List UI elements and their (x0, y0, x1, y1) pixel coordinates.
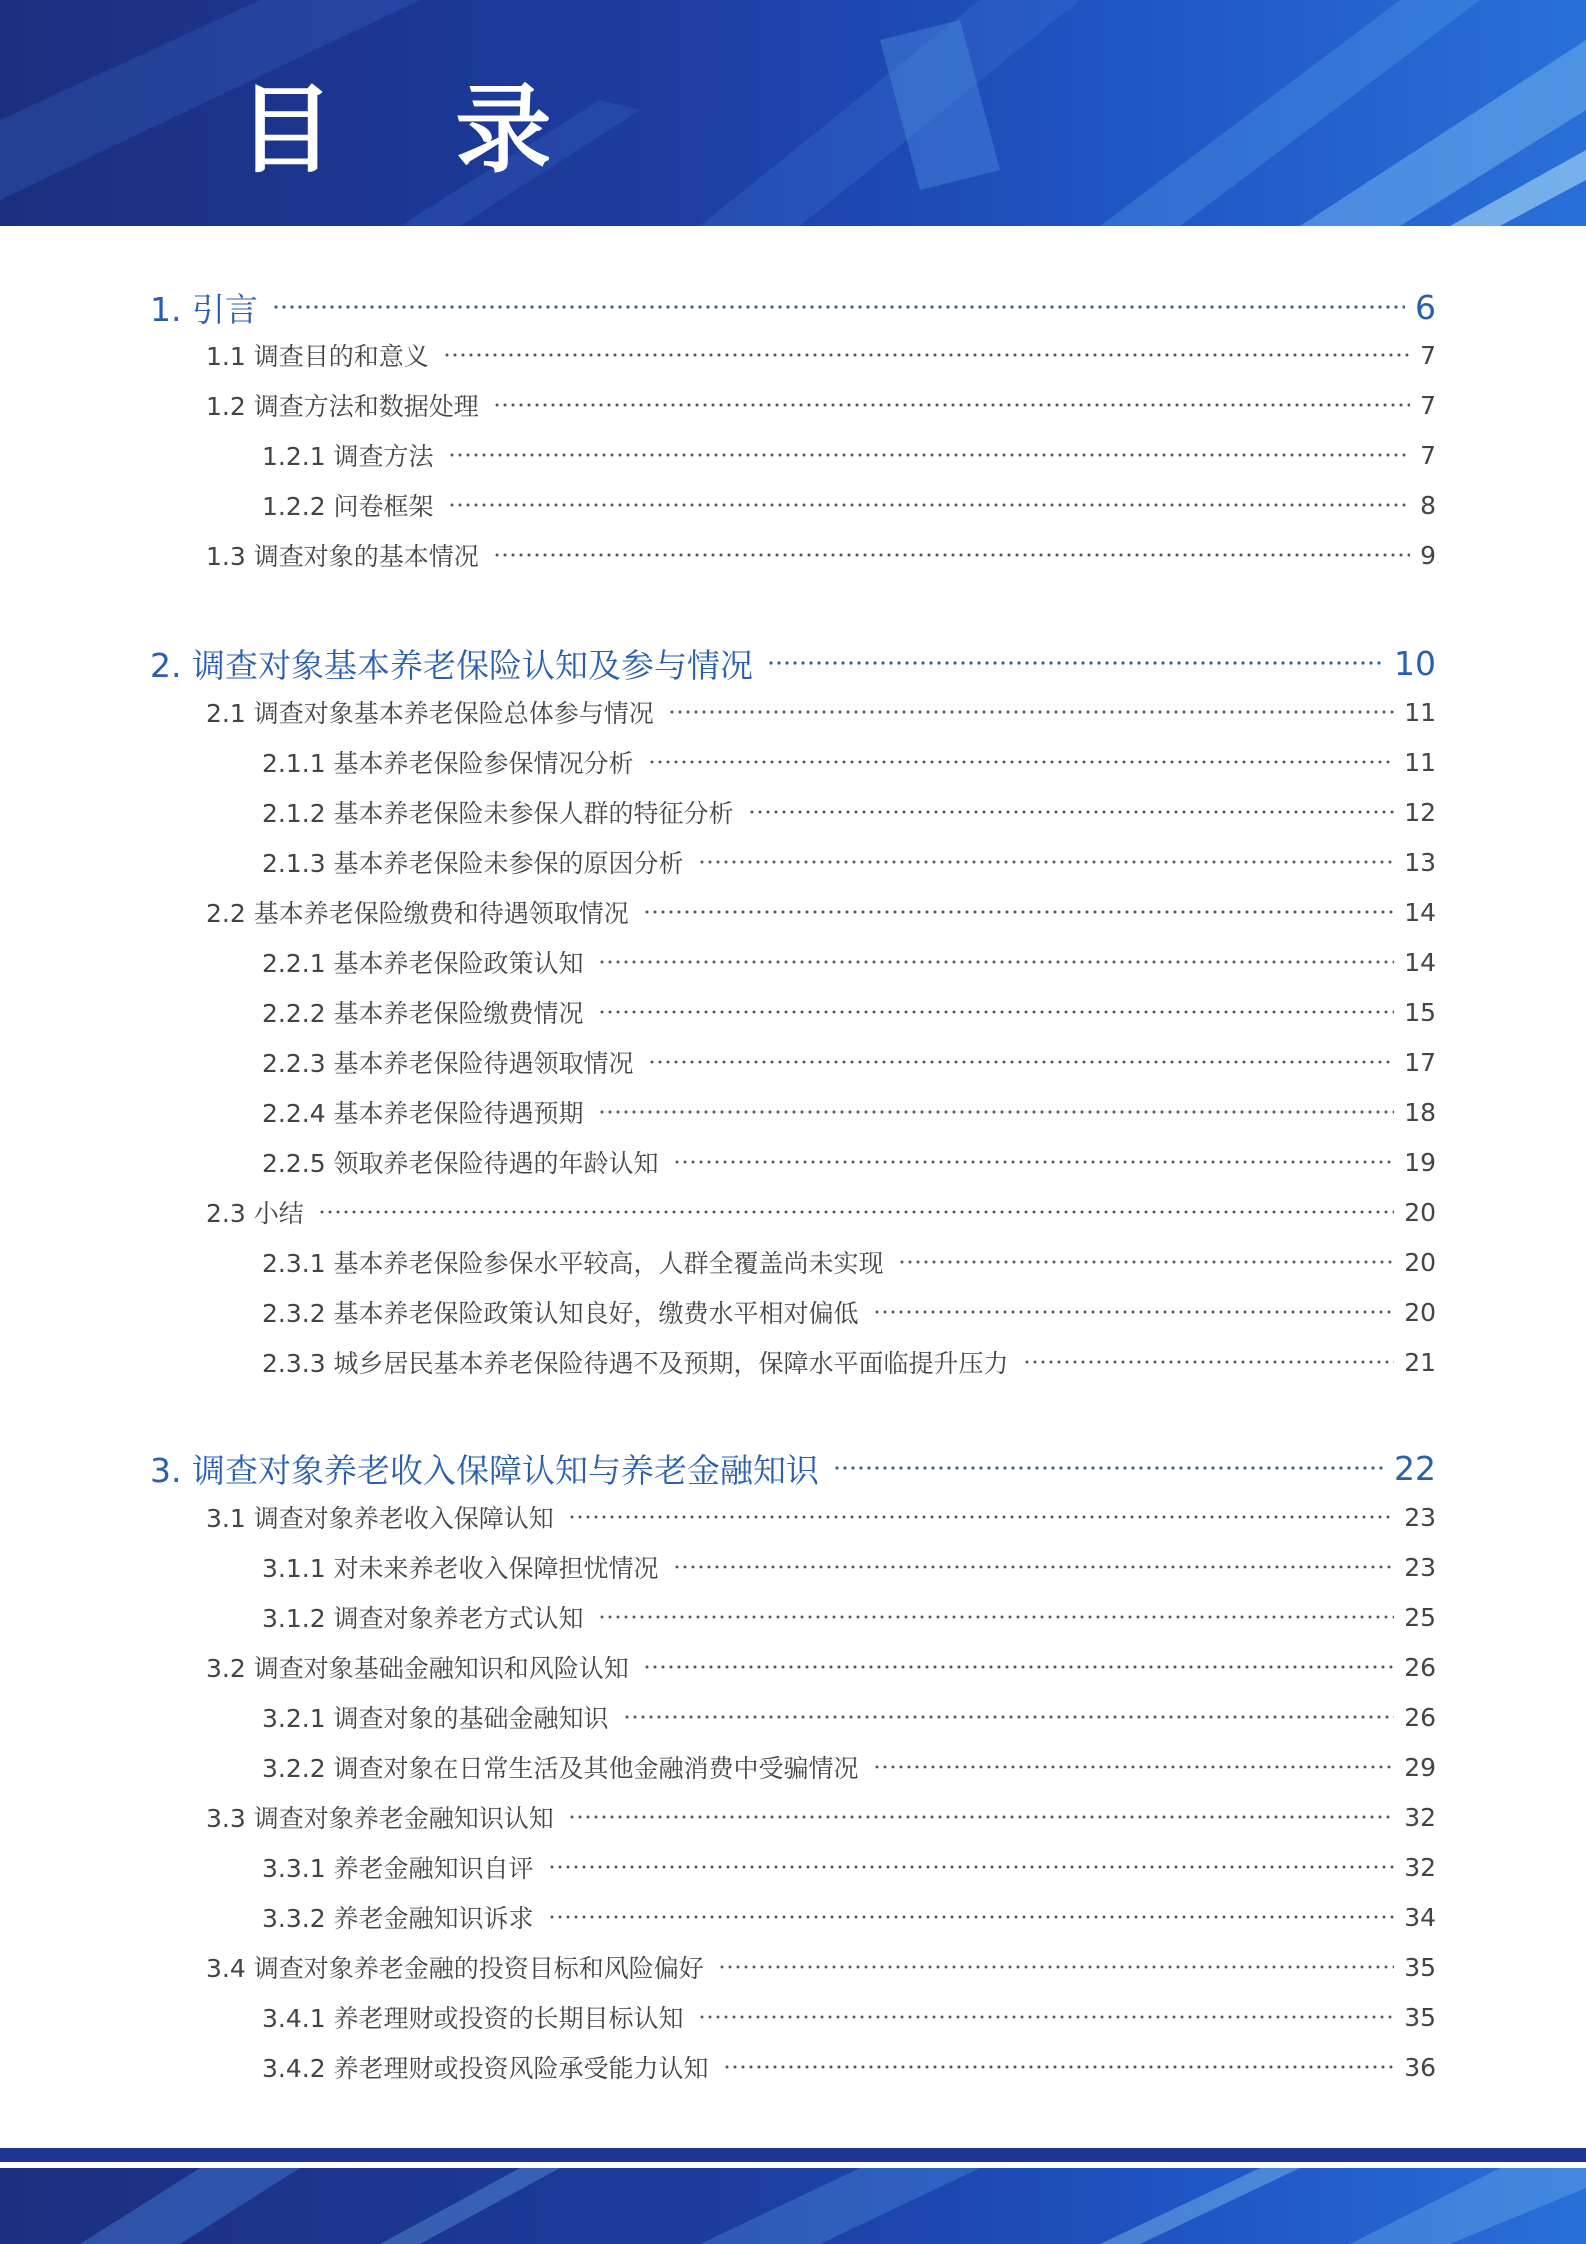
toc-subsection[interactable] (262, 485, 1436, 525)
toc-section[interactable] (206, 1797, 1436, 1837)
toc-section[interactable] (206, 1647, 1436, 1687)
toc-subsection[interactable] (262, 435, 1436, 475)
toc-leader-dots (673, 1160, 1395, 1164)
toc-page-number: 13 (1404, 847, 1436, 877)
toc-page-number: 10 (1394, 643, 1436, 683)
toc-entry-title: 3.4 调查对象养老金融的投资目标和风险偏好 (206, 1954, 704, 1983)
toc-subsection[interactable] (262, 1242, 1436, 1282)
toc-entry-title: 2.3.1 基本养老保险参保水平较高，人群全覆盖尚未实现 (262, 1249, 884, 1278)
toc-subsection[interactable] (262, 1697, 1436, 1737)
toc-leader-dots (272, 305, 1405, 309)
toc-entry-title: 3.1.1 对未来养老收入保障担忧情况 (262, 1554, 659, 1583)
toc-leader-dots (767, 661, 1384, 665)
toc-page-number: 7 (1420, 440, 1436, 470)
toc-entry-title: 1.2 调查方法和数据处理 (206, 392, 479, 421)
toc-section[interactable] (206, 1497, 1436, 1537)
toc-page-number: 26 (1404, 1702, 1436, 1732)
toc-entry-title: 3.1 调查对象养老收入保障认知 (206, 1504, 554, 1533)
toc-leader-dots (448, 503, 1411, 507)
toc-leader-dots (748, 810, 1395, 814)
toc-page-number: 7 (1420, 340, 1436, 370)
toc-leader-dots (318, 1210, 1394, 1214)
toc-entry-title: 3.1.2 调查对象养老方式认知 (262, 1604, 584, 1633)
toc-subsection[interactable] (262, 1042, 1436, 1082)
toc-entry-title: 2.2.2 基本养老保险缴费情况 (262, 999, 584, 1028)
toc-section[interactable] (206, 535, 1436, 575)
toc-page-number: 20 (1404, 1197, 1436, 1227)
toc-entry-title: 2.2 基本养老保险缴费和待遇领取情况 (206, 899, 629, 928)
toc-leader-dots (673, 1565, 1395, 1569)
toc-leader-dots (648, 760, 1395, 764)
toc-page-number: 17 (1404, 1047, 1436, 1077)
toc-page-number: 20 (1404, 1297, 1436, 1327)
toc-page-number: 23 (1404, 1552, 1436, 1582)
toc-section[interactable] (206, 692, 1436, 732)
toc-chapter[interactable] (150, 1443, 1436, 1493)
toc-entry-title: 2.1.3 基本养老保险未参保的原因分析 (262, 849, 684, 878)
toc-leader-dots (873, 1310, 1395, 1314)
toc-entry-title: 2.2.1 基本养老保险政策认知 (262, 949, 584, 978)
toc-leader-dots (598, 1615, 1395, 1619)
toc-entry-title: 3.3.1 养老金融知识自评 (262, 1854, 534, 1883)
toc-entry-title: 3.3 调查对象养老金融知识认知 (206, 1804, 554, 1833)
toc-leader-dots (548, 1915, 1395, 1919)
toc-leader-dots (698, 860, 1395, 864)
toc-page-number: 26 (1404, 1652, 1436, 1682)
toc-page-number: 36 (1404, 2052, 1436, 2082)
toc-page-number: 35 (1404, 1952, 1436, 1982)
toc-page-number: 32 (1404, 1852, 1436, 1882)
toc-leader-dots (643, 910, 1394, 914)
toc-entry-title: 2.2.5 领取养老保险待遇的年龄认知 (262, 1149, 659, 1178)
toc-page-number: 22 (1394, 1448, 1436, 1488)
toc-page-number: 21 (1404, 1347, 1436, 1377)
toc-entry-title: 1.2.2 问卷框架 (262, 492, 434, 521)
toc-entry-title: 3.3.2 养老金融知识诉求 (262, 1904, 534, 1933)
toc-entry-title: 1.2.1 调查方法 (262, 442, 434, 471)
toc-page-number: 12 (1404, 797, 1436, 827)
toc-section[interactable] (206, 335, 1436, 375)
toc-entry-title: 2.1.1 基本养老保险参保情况分析 (262, 749, 634, 778)
toc-page-number: 32 (1404, 1802, 1436, 1832)
toc-entry-title: 3.4.1 养老理财或投资的长期目标认知 (262, 2004, 684, 2033)
toc-entry-title: 2.3.2 基本养老保险政策认知良好，缴费水平相对偏低 (262, 1299, 859, 1328)
toc-subsection[interactable] (262, 942, 1436, 982)
toc-section[interactable] (206, 385, 1436, 425)
toc-entry-title: 1.3 调查对象的基本情况 (206, 542, 479, 571)
toc-subsection[interactable] (262, 1142, 1436, 1182)
toc-leader-dots (448, 453, 1411, 457)
toc-section[interactable] (206, 892, 1436, 932)
toc-section[interactable] (206, 1192, 1436, 1232)
toc-subsection[interactable] (262, 1997, 1436, 2037)
toc-leader-dots (623, 1715, 1395, 1719)
toc-subsection[interactable] (262, 842, 1436, 882)
toc-page-number: 11 (1404, 747, 1436, 777)
toc-subsection[interactable] (262, 1897, 1436, 1937)
toc-leader-dots (598, 1010, 1395, 1014)
toc-subsection[interactable] (262, 992, 1436, 1032)
page-title: 目 录 (238, 74, 596, 186)
toc-entry-title: 3.2 调查对象基础金融知识和风险认知 (206, 1654, 629, 1683)
toc-section[interactable] (206, 1947, 1436, 1987)
toc-leader-dots (1023, 1360, 1395, 1364)
toc-leader-dots (493, 553, 1410, 557)
toc-subsection[interactable] (262, 1092, 1436, 1132)
header-banner (0, 0, 1586, 226)
toc-leader-dots (568, 1815, 1394, 1819)
toc-page-number: 15 (1404, 997, 1436, 1027)
toc-entry-title: 3.2.1 调查对象的基础金融知识 (262, 1704, 609, 1733)
toc-subsection[interactable] (262, 2047, 1436, 2087)
toc-page-number: 7 (1420, 390, 1436, 420)
toc-page-number: 19 (1404, 1147, 1436, 1177)
toc-entry-title: 1. 引言 (150, 289, 258, 329)
toc-leader-dots (873, 1765, 1395, 1769)
toc-page-number: 23 (1404, 1502, 1436, 1532)
toc-subsection[interactable] (262, 1292, 1436, 1332)
toc-page-number: 29 (1404, 1752, 1436, 1782)
toc-subsection[interactable] (262, 1847, 1436, 1887)
footer-banner (0, 2148, 1586, 2244)
toc-subsection[interactable] (262, 1747, 1436, 1787)
toc-entry-title: 2. 调查对象基本养老保险认知及参与情况 (150, 645, 753, 685)
toc-leader-dots (723, 2065, 1395, 2069)
footer-rule (0, 2148, 1586, 2162)
toc-leader-dots (718, 1965, 1394, 1969)
toc-entry-title: 3. 调查对象养老收入保障认知与养老金融知识 (150, 1450, 819, 1490)
toc-leader-dots (548, 1865, 1395, 1869)
toc-entry-title: 3.2.2 调查对象在日常生活及其他金融消费中受骗情况 (262, 1754, 859, 1783)
toc-entry-title: 3.4.2 养老理财或投资风险承受能力认知 (262, 2054, 709, 2083)
toc-leader-dots (493, 403, 1410, 407)
toc-entry-title: 2.1.2 基本养老保险未参保人群的特征分析 (262, 799, 734, 828)
toc-entry-title: 2.3.3 城乡居民基本养老保险待遇不及预期，保障水平面临提升压力 (262, 1349, 1009, 1378)
toc-subsection[interactable] (262, 742, 1436, 782)
toc-page-number: 18 (1404, 1097, 1436, 1127)
toc-subsection[interactable] (262, 1342, 1436, 1382)
toc-entry-title: 1.1 调查目的和意义 (206, 342, 429, 371)
toc-leader-dots (598, 960, 1395, 964)
toc-leader-dots (698, 2015, 1395, 2019)
toc-leader-dots (833, 1466, 1384, 1470)
toc-leader-dots (648, 1060, 1395, 1064)
toc-entry-title: 2.3 小结 (206, 1199, 304, 1228)
toc-chapter[interactable] (150, 282, 1436, 332)
toc-page-number: 14 (1404, 897, 1436, 927)
toc-subsection[interactable] (262, 1597, 1436, 1637)
toc-entry-title: 2.2.3 基本养老保险待遇领取情况 (262, 1049, 634, 1078)
toc-page-number: 9 (1420, 540, 1436, 570)
footer-decoration (0, 2168, 1586, 2244)
toc-page-number: 14 (1404, 947, 1436, 977)
toc-leader-dots (898, 1260, 1395, 1264)
toc-chapter[interactable] (150, 638, 1436, 688)
toc-entry-title: 2.2.4 基本养老保险待遇预期 (262, 1099, 584, 1128)
toc-page-number: 8 (1420, 490, 1436, 520)
toc-page-number: 6 (1415, 287, 1436, 327)
toc-leader-dots (568, 1515, 1394, 1519)
toc-page-number: 25 (1404, 1602, 1436, 1632)
toc-page-number: 11 (1404, 697, 1436, 727)
toc-page-number: 35 (1404, 2002, 1436, 2032)
toc-subsection[interactable] (262, 792, 1436, 832)
toc-leader-dots (598, 1110, 1395, 1114)
toc-entry-title: 2.1 调查对象基本养老保险总体参与情况 (206, 699, 654, 728)
toc-subsection[interactable] (262, 1547, 1436, 1587)
toc-page-number: 20 (1404, 1247, 1436, 1277)
toc-leader-dots (643, 1665, 1394, 1669)
toc-leader-dots (668, 710, 1394, 714)
toc-leader-dots (443, 353, 1410, 357)
toc-page-number: 34 (1404, 1902, 1436, 1932)
